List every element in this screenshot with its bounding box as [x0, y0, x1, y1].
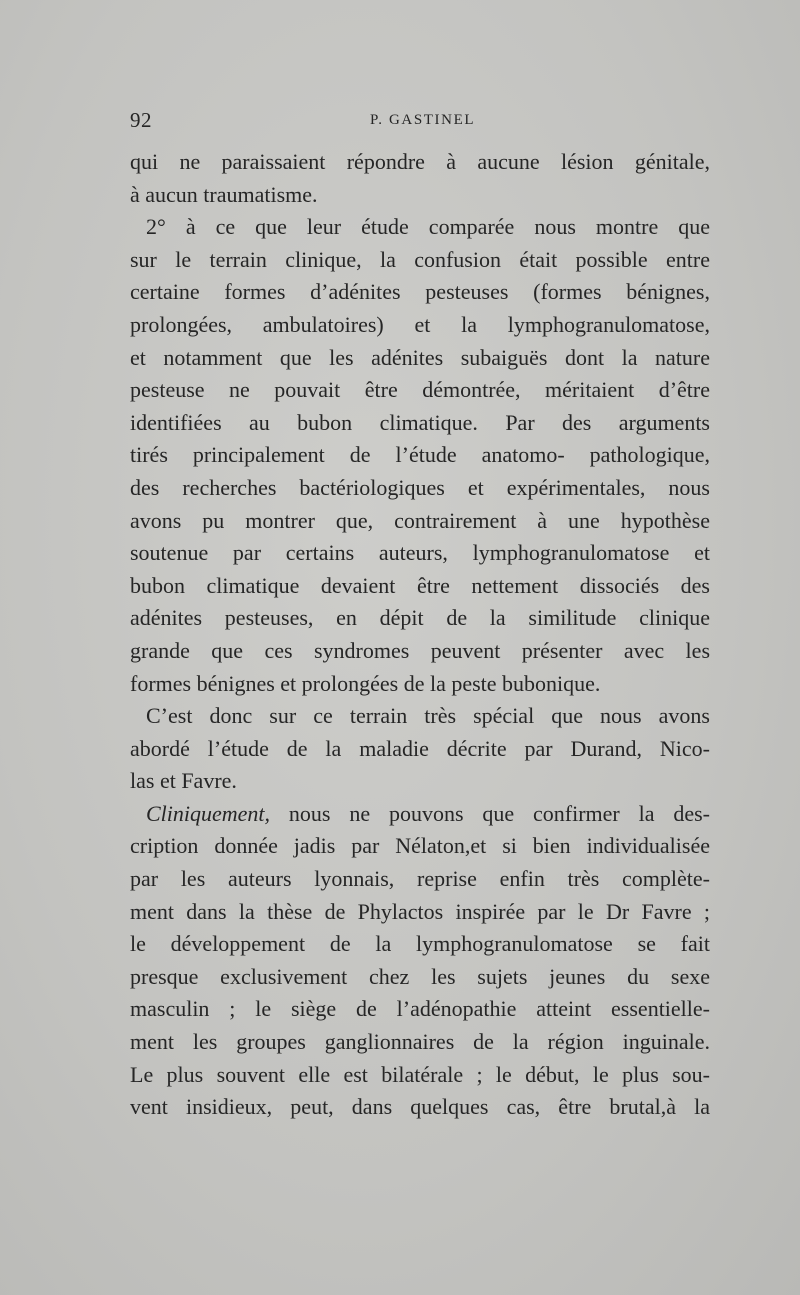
text-line: ment dans la thèse de Phylactos inspirée par le Dr Favre ;: [130, 898, 710, 924]
text-line: adénites pesteuses, en dépit de la similitude clinique: [130, 605, 710, 631]
text-line: vent insidieux, peut, dans quelques cas, être brutal,à la: [130, 1094, 710, 1120]
text-line-rest: nous ne pouvons que confirmer la des-: [288, 800, 711, 826]
text-line: sur le terrain clinique, la confusion était possible entre: [130, 246, 710, 272]
text-line: par les auteurs lyonnais, reprise enfin très complète-: [130, 866, 710, 892]
text-line: ment les groupes ganglionnaires de la région inguinale.: [130, 1029, 710, 1055]
italic-lead: Cliniquement,: [146, 800, 271, 826]
text-line: à aucun traumatisme.: [130, 181, 318, 207]
text-line: le développement de la lymphogranulomatose se fait: [130, 931, 710, 957]
text-line: et notamment que les adénites subaiguës dont la nature: [130, 344, 710, 370]
text-line: qui ne paraissaient répondre à aucune lésion génitale,: [130, 149, 710, 174]
text-line: certaine formes d’adénites pesteuses (formes bénignes,: [130, 279, 710, 305]
text-line: bubon climatique devaient être nettement dissociés des: [130, 572, 710, 598]
page-number: 92: [130, 108, 152, 132]
running-head: P. GASTINEL: [370, 112, 476, 128]
text-line: grande que ces syndromes peuvent présenter avec les: [130, 637, 710, 663]
text-line: formes bénignes et prolongées de la peste bubonique.: [130, 670, 601, 696]
text-line: Le plus souvent elle est bilatérale ; le début, le plus sou-: [130, 1061, 710, 1087]
text-line: des recherches bactériologiques et expérimentales, nous: [130, 474, 710, 500]
text-line: pesteuse ne pouvait être démontrée, méritaient d’être: [130, 377, 710, 403]
text-line: prolongées, ambulatoires) et la lymphogranulomatose,: [130, 311, 710, 337]
page-header: [130, 108, 710, 134]
text-line: presque exclusivement chez les sujets jeunes du sexe: [130, 963, 710, 989]
text-line-with-italic-lead: [130, 798, 710, 831]
text-line: masculin ; le siège de l’adénopathie atteint essentielle-: [130, 996, 710, 1022]
body-text: [130, 146, 710, 1124]
text-line: 2° à ce que leur étude comparée nous montre que: [146, 214, 710, 240]
text-line: abordé l’étude de la maladie décrite par Durand, Nico-: [130, 735, 710, 761]
text-line: soutenue par certains auteurs, lymphogranulomatose et: [130, 540, 710, 566]
text-line: identifiées au bubon climatique. Par des arguments: [130, 409, 710, 435]
text-line: avons pu montrer que, contrairement à une hypothèse: [130, 507, 710, 533]
text-line: cription donnée jadis par Nélaton,et si bien individualisée: [130, 833, 710, 859]
text-line: tirés principalement de l’étude anatomo- pathologique,: [130, 442, 710, 468]
text-line: las et Favre.: [130, 768, 237, 794]
text-line: C’est donc sur ce terrain très spécial que nous avons: [146, 703, 710, 729]
